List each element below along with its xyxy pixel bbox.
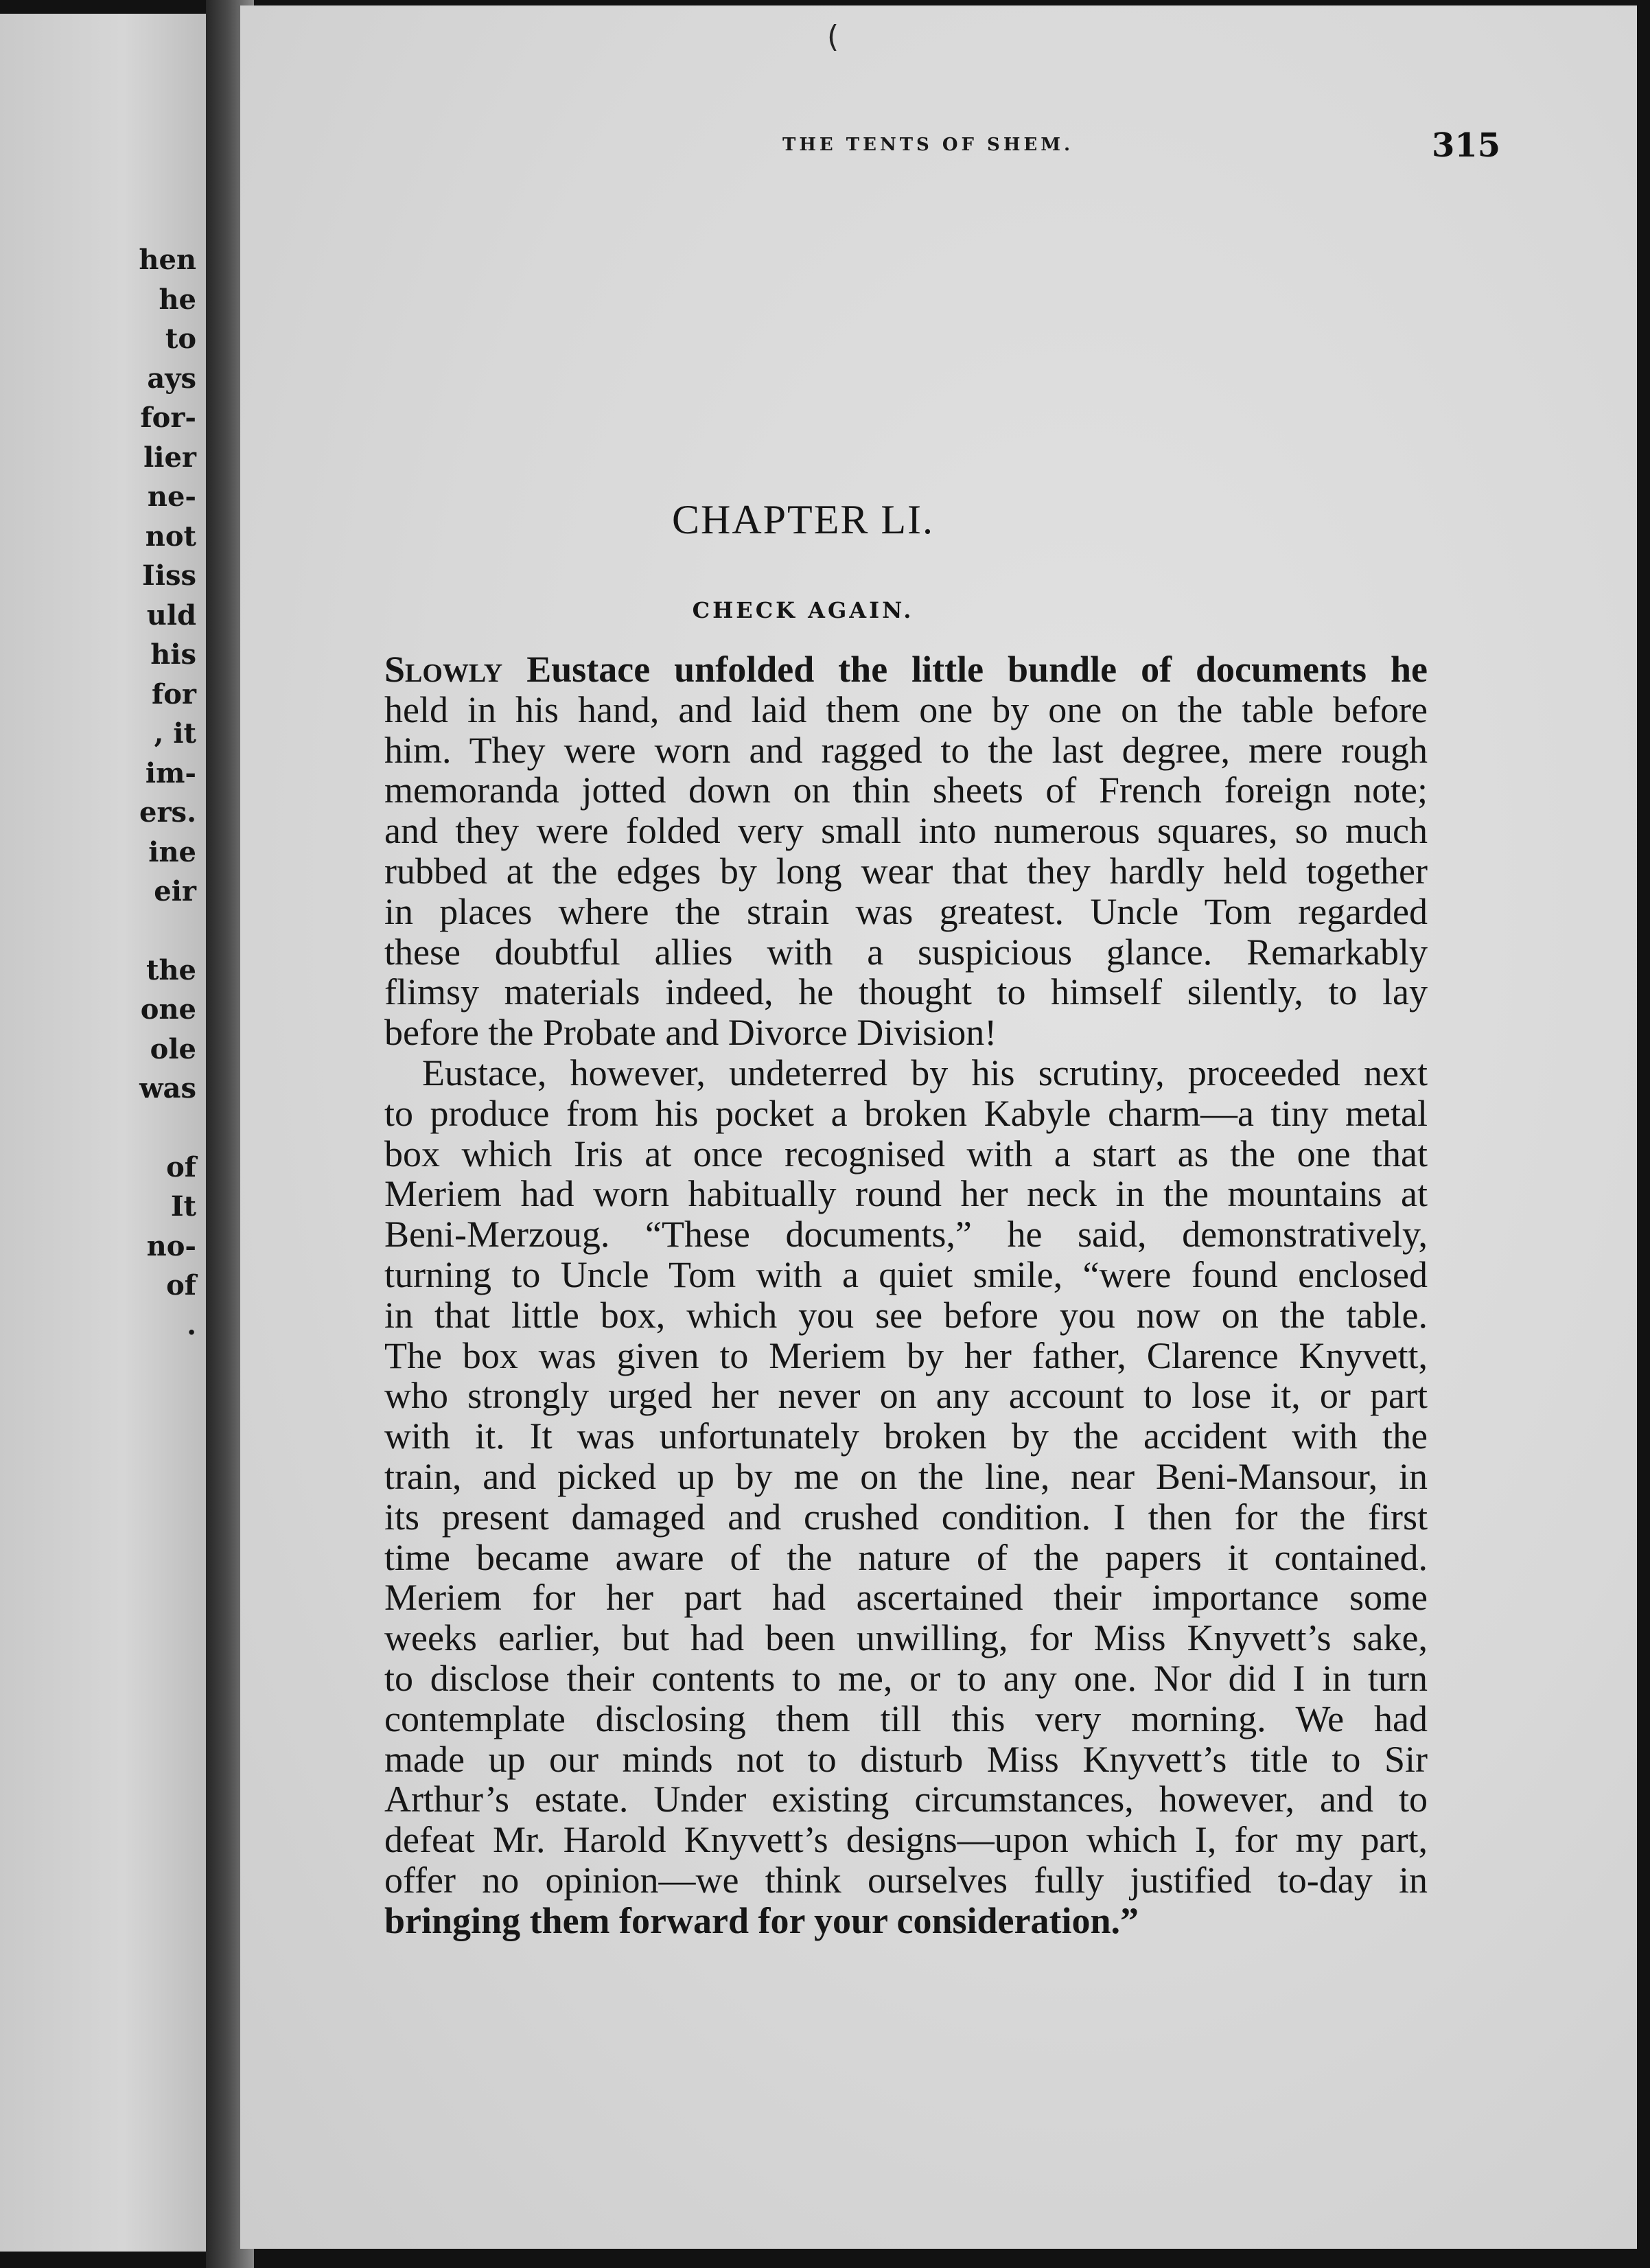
- facing-page-line: not: [145, 520, 196, 553]
- text-line: train, and picked up by me on the line, near Beni-Mansour, in: [384, 1455, 1428, 1497]
- facing-page-line: ine: [148, 835, 196, 868]
- facing-page-line: the: [146, 953, 196, 986]
- facing-page-line: ole: [150, 1032, 196, 1065]
- text-line: turning to Uncle Tom with a quiet smile, “were found enclosed: [384, 1253, 1428, 1295]
- facing-page-line: ers.: [139, 796, 196, 829]
- facing-page-line: [139, 912, 196, 951]
- text-line: Meriem had worn habitually round her neck in the mountains at: [384, 1173, 1428, 1215]
- facing-page-line: of: [166, 1150, 196, 1183]
- text-line: him. They were worn and ragged to the last degree, mere rough: [384, 729, 1428, 771]
- scan-speck: (: [827, 19, 839, 54]
- opening-word: Slowly: [384, 649, 503, 690]
- paragraph-1: [384, 649, 1428, 1053]
- text-line: its present damaged and crushed condition. I then for the first: [384, 1496, 1428, 1538]
- facing-page-line: of: [166, 1269, 196, 1301]
- facing-page-line: Iiss: [142, 559, 196, 592]
- facing-page-line: .: [187, 1308, 196, 1341]
- text-line: defeat Mr. Harold Knyvett’s designs—upon which I, for my part,: [384, 1819, 1428, 1861]
- text-line: box which Iris at once recognised with a start as the one that: [384, 1133, 1428, 1174]
- paragraph-1-line-1: Slowly Eustace unfolded the little bundle of documents he: [384, 649, 1428, 690]
- facing-page-fragment: [0, 14, 206, 2252]
- facing-page-line: It: [170, 1190, 196, 1223]
- facing-page-line: im-: [145, 756, 196, 789]
- paragraph-2: [384, 1053, 1428, 1941]
- facing-page-line: uld: [146, 599, 196, 632]
- text-line: to disclose their contents to me, or to any one. Nor did I in turn: [384, 1657, 1428, 1699]
- body-text: [384, 649, 1428, 1941]
- chapter-title: CHAPTER LI.: [672, 497, 934, 542]
- facing-page-line: for: [152, 678, 196, 710]
- text-line: Beni-Merzoug. “These documents,” he said, demonstratively,: [384, 1214, 1428, 1256]
- facing-page-line: [139, 1109, 196, 1148]
- text-line: The box was given to Meriem by her father, Clarence Knyvett,: [384, 1334, 1428, 1376]
- facing-page-line: eir: [154, 875, 196, 907]
- text-line: flimsy materials indeed, he thought to himself silently, to lay: [384, 971, 1428, 1013]
- text-line: bringing them forward for your consideration.”: [384, 1899, 1139, 1941]
- text-line: these doubtful allies with a suspicious glance. Remarkably: [384, 931, 1428, 973]
- facing-page-line: hen: [139, 244, 196, 276]
- facing-page-line: ays: [147, 362, 196, 395]
- text-line: in places where the strain was greatest. Uncle Tom regarded: [384, 890, 1428, 932]
- facing-page-line: no-: [146, 1229, 196, 1262]
- running-head: THE TENTS OF SHEM.: [782, 135, 1074, 155]
- facing-page-line: , it: [154, 717, 196, 750]
- facing-page-line: he: [159, 283, 196, 316]
- page-number: 315: [1432, 126, 1501, 165]
- text-line: Arthur’s estate. Under existing circumstances, however, and to: [384, 1779, 1428, 1820]
- chapter-subtitle: CHECK AGAIN.: [692, 597, 914, 623]
- facing-page-text: [139, 240, 196, 1345]
- facing-page-line: for-: [140, 402, 196, 434]
- text-line: held in his hand, and laid them one by one on the table before: [384, 688, 1428, 730]
- facing-page-line: was: [139, 1072, 196, 1104]
- text-line: time became aware of the nature of the papers it contained.: [384, 1536, 1428, 1578]
- facing-page-line: his: [150, 638, 196, 671]
- text-line: Eustace, however, undeterred by his scrutiny, proceeded next: [422, 1052, 1428, 1094]
- text-line: before the Probate and Divorce Division!: [384, 1012, 997, 1054]
- text-line: to produce from his pocket a broken Kabyle charm—a tiny metal: [384, 1092, 1428, 1134]
- text-line: weeks earlier, but had been unwilling, for Miss Knyvett’s sake,: [384, 1617, 1428, 1659]
- facing-page-line: one: [140, 993, 196, 1026]
- text-line: and they were folded very small into numerous squares, so much: [384, 810, 1428, 852]
- text-line: made up our minds not to disturb Miss Knyvett’s title to Sir: [384, 1738, 1428, 1780]
- text-line: memoranda jotted down on thin sheets of French foreign note;: [384, 769, 1428, 811]
- text-line: who strongly urged her never on any account to lose it, or part: [384, 1375, 1428, 1417]
- text-line: contemplate disclosing them till this very morning. We had: [384, 1698, 1428, 1739]
- page: [240, 5, 1637, 2249]
- facing-page-line: to: [165, 323, 196, 355]
- text-line: Meriem for her part had ascertained their importance some: [384, 1577, 1428, 1619]
- text-line: in that little box, which you see before you now on the table.: [384, 1294, 1428, 1336]
- text-line: with it. It was unfortunately broken by the accident with the: [384, 1415, 1428, 1457]
- facing-page-line: lier: [143, 441, 196, 474]
- text-line: offer no opinion—we think ourselves fully justified to-day in: [384, 1859, 1428, 1901]
- facing-page-line: ne-: [147, 481, 196, 513]
- text-line: rubbed at the edges by long wear that they hardly held together: [384, 850, 1428, 892]
